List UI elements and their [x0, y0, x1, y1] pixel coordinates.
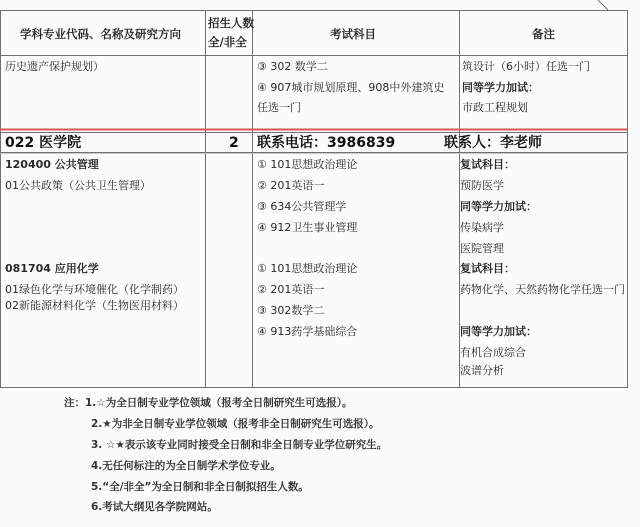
program-exam: ④ 912卫生事业管理: [257, 221, 358, 234]
extra-subject: 有机合成综合: [460, 346, 526, 359]
program-code-name: 081704 应用化学: [5, 262, 99, 275]
program-exam: ① 101思想政治理论: [257, 158, 358, 171]
program-exam: ③ 302数学二: [257, 304, 325, 317]
prev-direction: 历史遗产保护规划）: [5, 60, 104, 73]
retest-label: 复试科目：: [460, 158, 515, 171]
program-exam: ④ 913药学基础综合: [257, 325, 358, 338]
program-direction: 02新能源材料化学（生物医用材料）: [5, 299, 184, 312]
extra-subject: 医院管理: [460, 242, 504, 255]
program-exam: ② 201英语一: [257, 283, 325, 296]
note-line: 注：1.☆为全日制专业学位领域（报考全日制研究生可选报）。: [64, 397, 353, 409]
extra-subject: 波谱分析: [460, 364, 504, 377]
note-line: 5.“全/非全”为全日制和非全日制拟招生人数。: [91, 481, 309, 493]
prev-remark-label: 同等学力加试：: [462, 81, 539, 94]
note-line: 6.考试大纲见各学院网站。: [91, 501, 218, 513]
prev-remark-line: 筑设计（6小时）任选一门: [462, 60, 590, 73]
retest-subject: 药物化学、天然药物化学任选一门: [460, 283, 625, 296]
header-exam: 考试科目: [330, 27, 376, 41]
program-direction: 01公共政策（公共卫生管理）: [5, 179, 151, 192]
header-enroll-line2: 全/非全: [208, 35, 247, 49]
college-name: 022 医学院: [5, 135, 82, 151]
program-exam: ① 101思想政治理论: [257, 262, 358, 275]
extra-label: 同等学力加试：: [460, 325, 537, 338]
extra-subject: 传染病学: [460, 221, 504, 234]
note-line: 2.★为非全日制专业学位领域（报考非全日制研究生可选报）。: [91, 418, 380, 430]
prev-exam-line: ④ 907城市规划原理、908中外建筑史: [257, 81, 445, 94]
prev-exam-line: ③ 302 数学二: [257, 60, 328, 73]
extra-label: 同等学力加试：: [460, 200, 537, 213]
header-subject: 学科专业代码、名称及研究方向: [20, 27, 181, 41]
program-code-name: 120400 公共管理: [5, 158, 99, 171]
college-contact: 联系人：李老师: [444, 135, 542, 151]
retest-label: 复试科目：: [460, 262, 515, 275]
retest-subject: 预防医学: [460, 179, 504, 192]
prev-remark-line: 市政工程规划: [462, 101, 528, 114]
note-line: 3. ☆★表示该专业同时接受全日制和非全日制专业学位研究生。: [91, 439, 388, 451]
header-enroll-line1: 招生人数: [208, 16, 254, 30]
header-remarks: 备注: [532, 27, 555, 41]
college-count: 2: [229, 135, 239, 151]
program-exam: ② 201英语一: [257, 179, 325, 192]
prev-exam-line: 任选一门: [257, 101, 301, 114]
note-line: 4.无任何标注的为全日制学术学位专业。: [91, 460, 281, 472]
program-direction: 01绿色化学与环境催化（化学制药）: [5, 283, 184, 296]
program-exam: ③ 634公共管理学: [257, 200, 347, 213]
college-phone: 联系电话：3986839: [257, 135, 396, 151]
